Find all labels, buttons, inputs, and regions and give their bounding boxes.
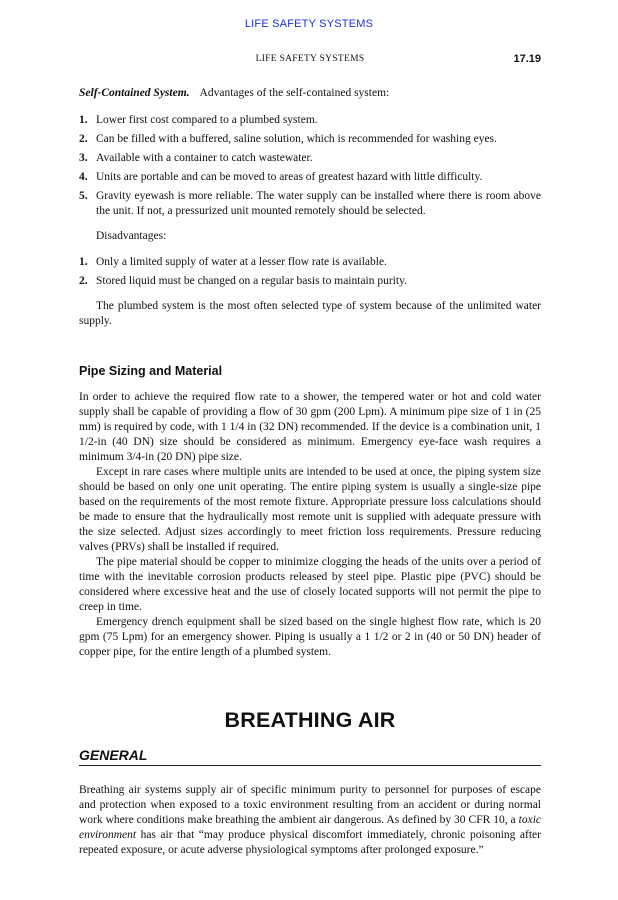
item-number: 4. <box>79 171 88 183</box>
list-item <box>79 189 541 219</box>
item-text: Gravity eyewash is more reliable. The water supply can be installed where there is room above the unit. If not, a pressurized unit mounted remotely should be selected. <box>96 190 541 217</box>
paragraph: The pipe material should be copper to minimize clogging the heads of the units over a period of time with the inevitable corrosion products released by steel pipe. Plastic pipe (PVC) should be considered where excessive heat and the use of closely located supports will not permit the pipe to creep in time. <box>79 556 541 613</box>
self-contained-intro <box>79 86 541 101</box>
item-number: 1. <box>79 114 88 126</box>
item-text: Only a limited supply of water at a lesser flow rate is available. <box>96 256 387 268</box>
item-text: Lower first cost compared to a plumbed system. <box>96 114 318 126</box>
italic-term: toxic environment <box>79 814 541 841</box>
list-item <box>79 255 541 270</box>
chapter-title: BREATHING AIR <box>224 708 396 732</box>
paragraph: Emergency drench equipment shall be sized based on the single highest flow rate, which is 20 gpm (75 Lpm) for an emergency shower. Piping is usually a 1 1/2 or 2 in (40 or 50 DN) header of copper pipe, for the entire length of a plumbed system. <box>79 616 541 658</box>
list-item <box>79 132 541 147</box>
section-heading-general: GENERAL <box>79 748 541 766</box>
item-number: 1. <box>79 256 88 268</box>
item-number: 3. <box>79 152 88 164</box>
advantages-list <box>79 113 541 219</box>
running-head <box>79 54 541 68</box>
list-item <box>79 151 541 166</box>
top-header-link[interactable]: LIFE SAFETY SYSTEMS <box>244 18 374 30</box>
runin-heading: Self-Contained System. <box>79 87 190 99</box>
paragraph: In order to achieve the required flow rate to a shower, the tempered water or hot and cold water supply shall be capable of providing a flow of 30 gpm (200 Lpm). A minimum pipe size of 1 in (25 mm) is required by code, with 1 1/4 in (32 DN) recommended. If the device is a combination unit, 1 1/2-in (40 DN) size should be considered as minimum. Emergency eye-face wash requires a minimum 3/4-in (20 DN) pipe size. <box>79 391 541 463</box>
page-number: 17.19 <box>513 53 541 65</box>
paragraph-text: Breathing air systems supply air of specific minimum purity to personnel for purposes of escape and protection when exposed to a toxic environment resulting from an accident or during normal work where conditions make breathing the ambient air dangerous. As defined by 30 CFR 10, a <box>79 784 541 826</box>
disadvantages-list <box>79 255 541 289</box>
breathing-air-paragraph <box>79 783 541 858</box>
item-number: 2. <box>79 275 88 287</box>
item-number: 5. <box>79 190 88 202</box>
paragraph-text: has air that “may produce physical discomfort immediately, chronic poisoning after repeated exposure, or acute adverse physiological symptoms after prolonged exposure.” <box>79 829 541 856</box>
pipe-sizing-body <box>79 390 541 660</box>
item-text: Can be filled with a buffered, saline solution, which is recommended for washing eyes. <box>96 133 497 145</box>
list-item <box>79 170 541 185</box>
item-text: Stored liquid must be changed on a regular basis to maintain purity. <box>96 275 407 287</box>
page-content <box>79 86 541 858</box>
running-head-title: LIFE SAFETY SYSTEMS <box>255 54 365 64</box>
paragraph: Except in rare cases where multiple units are intended to be used at once, the piping system size should be based on only one unit operating. The entire piping system is usually a single-size pipe based on the requirements of the most remote fixture. Appropriate pressure loss calculations should be made to ensure that the hydraulically most remote unit is supplied with adequate pressure with the size selected. Adjust sizes accordingly to meet friction loss requirements. Pressure reducing valves (PRVs) shall be installed if required. <box>79 466 541 553</box>
item-number: 2. <box>79 133 88 145</box>
plumbed-paragraph: The plumbed system is the most often selected type of system because of the unlimited water supply. <box>79 300 541 327</box>
list-item <box>79 274 541 289</box>
pipe-sizing-heading: Pipe Sizing and Material <box>79 364 223 378</box>
intro-text: Advantages of the self-contained system: <box>199 87 390 99</box>
list-item <box>79 113 541 128</box>
item-text: Available with a container to catch wastewater. <box>96 152 313 164</box>
disadvantages-label: Disadvantages: <box>96 230 167 242</box>
item-text: Units are portable and can be moved to areas of greatest hazard with little difficulty. <box>96 171 483 183</box>
